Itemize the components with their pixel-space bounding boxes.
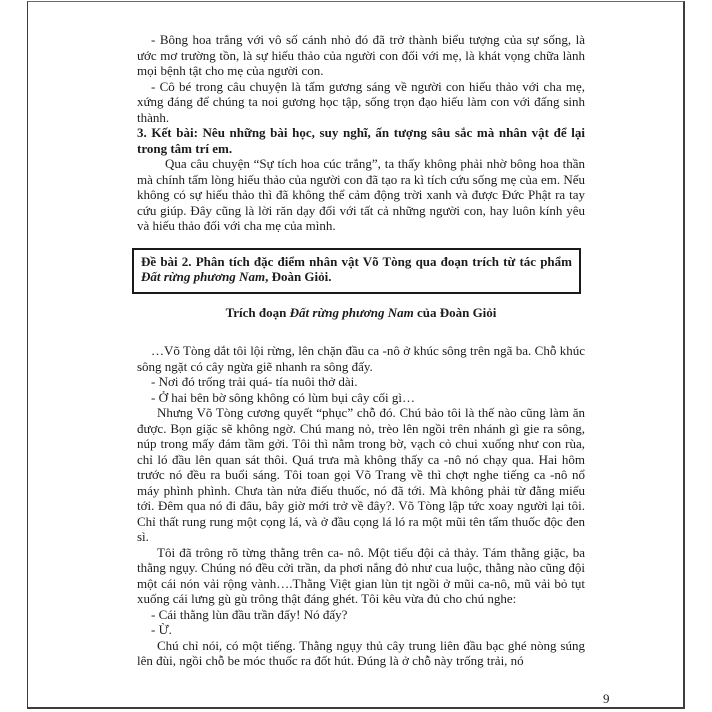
- excerpt-paragraph-canoe: Tôi đã trông rõ từng thằng trên ca- nô. Một tiểu đội cả thảy. Tám thằng giặc, ba thằng ngụy. Chúng nó đều cởi trần, da phơi nắng đỏ như cua luộc, thằng nào cũng đội một cái nón vải rộng vành….Thằng Việt gian lùn tịt ngồi ở mũi ca-nô, mũ vải bỏ tụt xuống cái lưng gù gù trông thật đáng ghét. Tôi kêu vừa đủ cho chú nghe:: [137, 544, 585, 606]
- page-body: [137, 32, 585, 669]
- excerpt-heading-book-title: Đất rừng phương Nam: [289, 304, 414, 320]
- excerpt-dialogue-line: - Cái thằng lùn đầu trần đấy! Nó đấy?: [151, 606, 348, 622]
- exercise-prompt-box: [132, 248, 581, 294]
- conclusion-paragraph: Qua câu chuyện “Sự tích hoa cúc trắng”, ta thấy không phải nhờ bông hoa thần mà chính tấm lòng hiếu thảo của người con đã tạo ra kì tích cứu sống mẹ của em. Nếu không có sự hiếu thảo thì đã không thể cảm động trời xanh và được Đức Phật ra tay cứu giúp. Đây cũng là lời răn dạy đối với tất cả những người con, hay luôn kính yêu và hiếu thảo đối với cha mẹ của mình.: [137, 156, 585, 233]
- analysis-bullet-flower-symbol: - Bông hoa trắng với vô số cánh nhỏ đó đã trở thành biểu tượng của sự sống, là ước mơ trường tồn, là sự hiếu thảo của người con đối với mẹ, là khát vọng chữa lành mọi bệnh tật cho mẹ của người con.: [137, 32, 585, 78]
- document-page: [27, 1, 685, 709]
- conclusion-section-heading: 3. Kết bài: Nêu những bài học, suy nghĩ, ấn tượng sâu sắc mà nhân vật để lại trong tâm trí em.: [137, 125, 585, 156]
- exercise-prompt-text: Đề bài 2. Phân tích đặc điểm nhân vật Võ Tòng qua đoạn trích từ tác phẩm: [141, 253, 572, 269]
- excerpt-dialogue-line: - Ở hai bên bờ sông không có lùm bụi cây cối gì…: [151, 389, 415, 405]
- excerpt-dialogue-line: - Ừ.: [151, 622, 172, 637]
- excerpt-heading-prefix: Trích đoạn: [225, 304, 290, 320]
- excerpt-paragraph-opening: …Võ Tòng dắt tôi lội rừng, lên chặn đầu ca -nô ở khúc sông trên ngã ba. Chỗ khúc sông ngặt có cây ngừa giẽ nhanh ra sông đấy.: [137, 343, 585, 374]
- excerpt-dialogue-line: - Nơi đó trống trải quá- tía nuôi thở dài.: [151, 374, 358, 389]
- page-number: 9: [603, 691, 610, 706]
- exercise-author: , Đoàn Giỏi.: [265, 269, 332, 284]
- excerpt-heading: [137, 305, 585, 321]
- analysis-bullet-girl-example: - Cô bé trong câu chuyện là tấm gương sáng về người con hiếu thảo với cha mẹ, xứng đáng để chúng ta noi gương học tập, sống trọn đạo hiếu làm con với đấng sinh thành.: [137, 78, 585, 125]
- excerpt-heading-author: của Đoàn Giỏi: [413, 304, 497, 320]
- excerpt-paragraph-ambush: Nhưng Võ Tòng cương quyết “phục” chỗ đó. Chú bảo tôi là thế nào cũng làm ăn được. Bọn giặc sẽ không ngờ. Chú mang nỏ, trèo lên ngồi trên nhánh gì gie ra sông, núp trong mấy đám tầm gởi. Tôi thì nằm trong bờ, vạch cỏ chui xuống như con rùa, chỉ ló đầu lên quan sát thôi. Quá trưa mà không thấy ca -nô nó chạy qua. Hai hôm trước nó đều ra buổi sáng. Tôi toan gọi Võ Trang về thì chợt nghe tiếng ca -nô nổ máy phình phình. Chưa tàn nửa điếu thuốc, nó đã tới. Mà không phải từ đằng miếu tới. Đêm qua nó đi đâu, bây giờ mới trở về đây?. Võ Tòng lập tức xoay người lại tôi. Chỉ thất rung rung một cọng lá, và ở đầu cọng lá ló ra một mũi tên tẩm thuốc độc đen sì.: [137, 405, 585, 544]
- exercise-book-title: Đất rừng phương Nam: [141, 269, 266, 284]
- excerpt-paragraph-closing: Chú chỉ nói, có một tiếng. Thằng ngụy thủ cây trung liên đầu bạc ghé nòng súng lên đùi, ngồi chỗ be móc thuốc ra đốt hút. Đúng là ở chỗ này trống trải, nó: [137, 637, 585, 668]
